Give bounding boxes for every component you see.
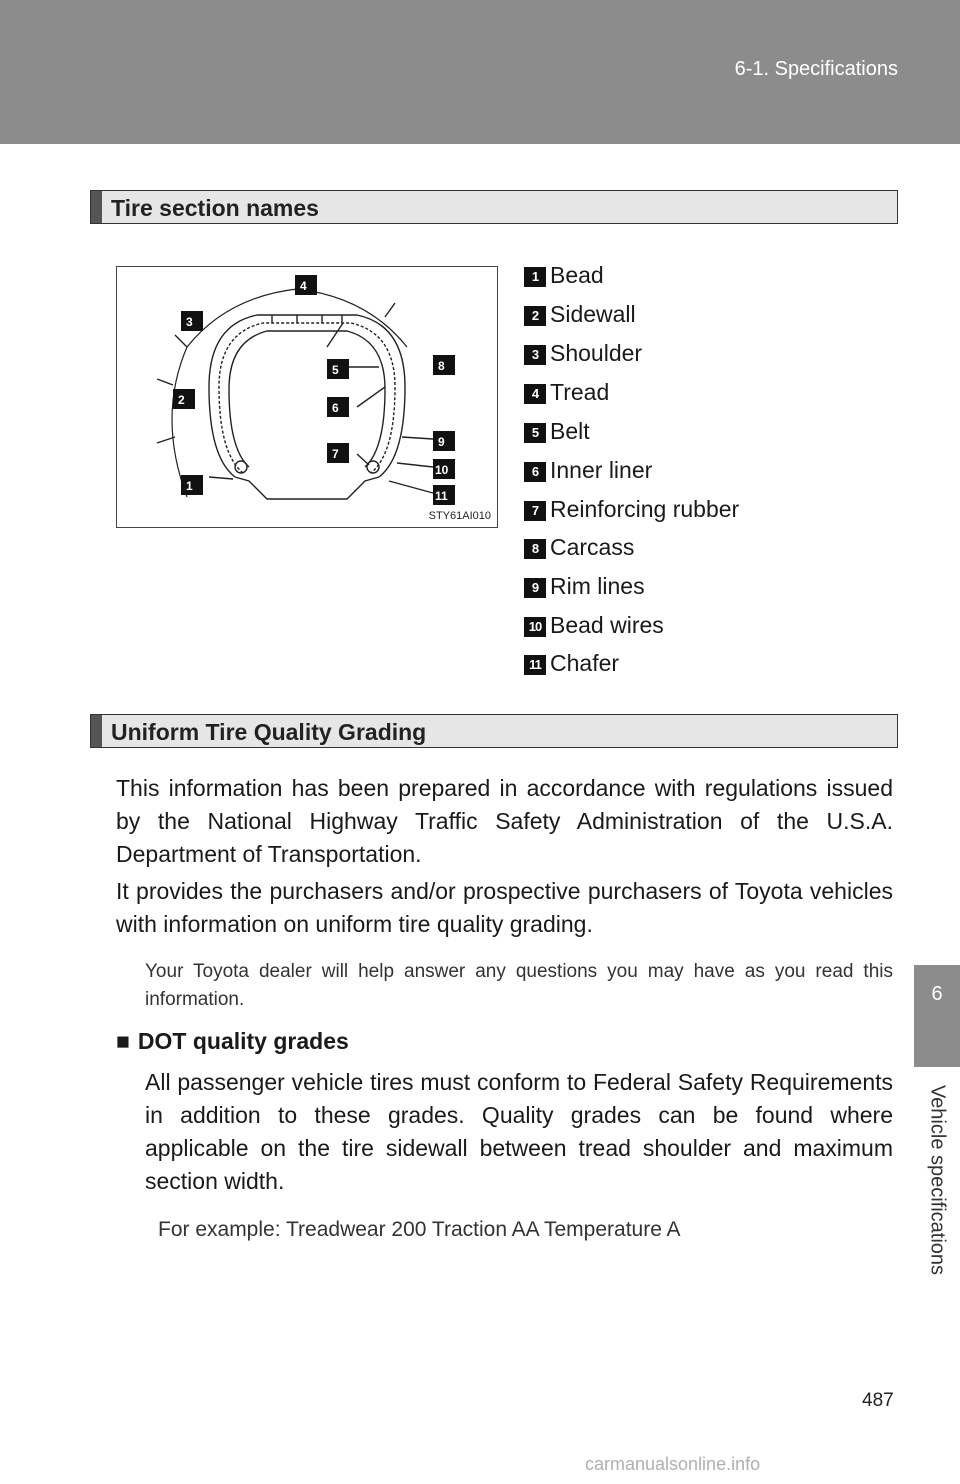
svg-text:11: 11 [435,489,448,503]
subheading-text: DOT quality grades [137,1028,349,1054]
body-paragraph-1: This information has been prepared in accordance with regulations issued by the National Highway Traffic Safety Administration of the U.S.A. Department of Transportation. [116,775,893,867]
legend-label: Belt [550,418,590,444]
example-text: For example: Treadwear 200 Traction AA Temperature A [158,1218,681,1241]
legend-badge: 7 [524,501,546,521]
legend-label: Sidewall [550,301,636,327]
body-paragraph-3: All passenger vehicle tires must conform to Federal Safety Requirements in addition to these grades. Quality grades can be found where applicable on the tire sidewall between tread shoulder and maximum section width. [145,1069,893,1194]
chapter-tab[interactable] [914,965,960,1067]
svg-text:4: 4 [300,279,307,293]
legend-badge: 11 [524,655,546,675]
heading-bar [91,191,102,223]
heading-bar [91,715,102,747]
heading-title: Uniform Tire Quality Grading [111,719,427,745]
legend-label: Bead [550,262,604,288]
svg-text:6: 6 [332,401,339,415]
tire-diagram [116,266,498,528]
figure-code: STY61AI010 [428,510,491,522]
legend-badge: 4 [524,384,546,404]
section-heading-tire-section-names [90,190,898,224]
square-bullet-icon: ■ [116,1028,130,1054]
legend-badge: 2 [524,306,546,326]
svg-text:3: 3 [186,315,193,329]
legend-badge: 5 [524,423,546,443]
svg-text:8: 8 [438,359,445,373]
note-paragraph: Your Toyota dealer will help answer any questions you may have as you read this information. [145,961,893,1010]
legend-label: Chafer [550,650,620,676]
chapter-number: 6 [931,983,943,1005]
legend-label: Reinforcing rubber [550,496,740,522]
body-paragraph-2: It provides the purchasers and/or prospective purchasers of Toyota vehicles with information on uniform tire quality grading. [116,878,893,937]
legend-badge: 10 [524,617,546,637]
page-header [0,0,960,144]
legend-label: Carcass [550,534,635,560]
heading-title: Tire section names [111,195,319,221]
svg-text:10: 10 [435,463,449,477]
svg-text:5: 5 [332,363,339,377]
chapter-label: Vehicle specifications [926,1084,949,1276]
page-number: 487 [862,1390,894,1411]
subheading-dot-quality-grades [116,1028,349,1055]
svg-text:2: 2 [178,393,185,407]
svg-text:9: 9 [438,435,445,449]
legend-badge: 3 [524,345,546,365]
legend-label: Rim lines [550,573,645,599]
legend-badge: 8 [524,539,546,559]
legend-badge: 9 [524,578,546,598]
legend-label: Tread [550,379,610,405]
svg-text:1: 1 [186,479,193,493]
section-title: 6-1. Specifications [734,58,898,80]
legend-label: Shoulder [550,340,643,366]
watermark-text: carmanualsonline.info [585,1454,761,1474]
legend-badge: 6 [524,462,546,482]
tire-cross-section-drawing [117,267,497,527]
legend-label: Bead wires [550,612,664,638]
section-heading-uniform-grading [90,714,898,748]
legend-label: Inner liner [550,457,653,483]
legend-badge: 1 [524,267,546,287]
svg-text:7: 7 [332,447,339,461]
